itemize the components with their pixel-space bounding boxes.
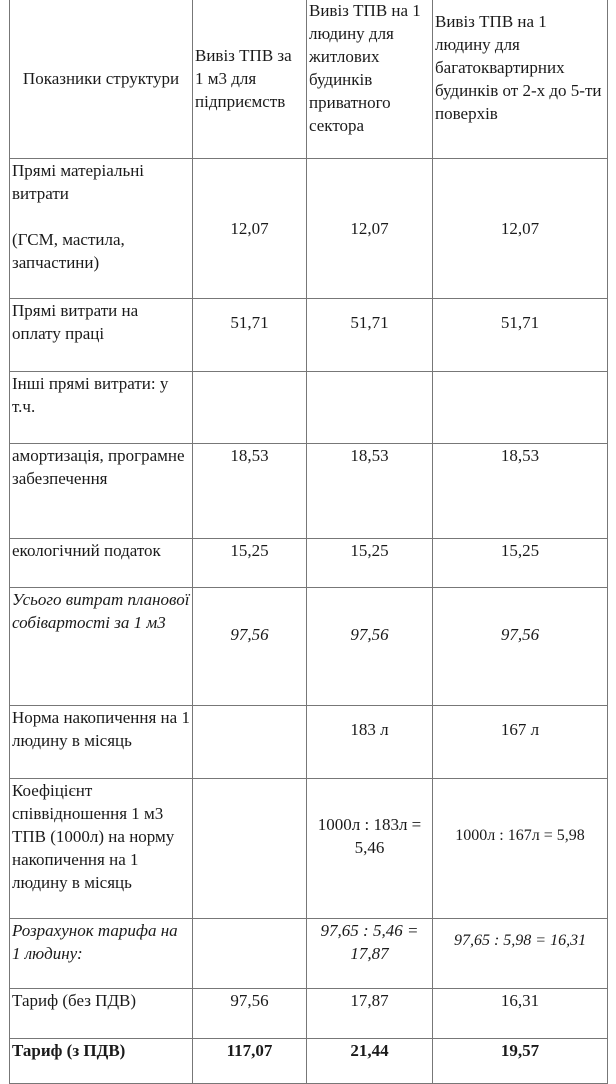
row-sublabel: (ГСМ, мастила, запчастини) xyxy=(12,230,125,272)
header-col-private: Вивіз ТПВ на 1 людину для житлових будинків приватного сектора xyxy=(307,0,433,159)
table-row xyxy=(10,159,608,299)
cell-value: 97,65 : 5,98 = 16,31 xyxy=(433,919,608,989)
header-col-indicators: Показники структури xyxy=(10,0,193,159)
table-row xyxy=(10,372,608,444)
row-label: Розрахунок тарифа на 1 людину: xyxy=(10,919,193,989)
cell-value: 1000л : 167л = 5,98 xyxy=(433,779,608,919)
cell-value: 12,07 xyxy=(433,159,608,299)
header-row xyxy=(10,0,608,159)
table-row xyxy=(10,706,608,779)
row-label: екологічний податок xyxy=(10,539,193,588)
cell-value: 19,57 xyxy=(433,1039,608,1084)
cell-value: 51,71 xyxy=(193,299,307,372)
table-row xyxy=(10,588,608,706)
row-label: амортизація, програмне забезпечення xyxy=(10,444,193,539)
cell-value: 97,56 xyxy=(193,989,307,1039)
table-row xyxy=(10,299,608,372)
row-label: Інші прямі витрати: у т.ч. xyxy=(10,372,193,444)
cell-value: 51,71 xyxy=(307,299,433,372)
row-label: Прямі витрати на оплату праці xyxy=(10,299,193,372)
cell-value: 16,31 xyxy=(433,989,608,1039)
cell-value: 97,56 xyxy=(193,588,307,706)
table-row xyxy=(10,1039,608,1084)
cell-value: 21,44 xyxy=(307,1039,433,1084)
cell-value: 183 л xyxy=(307,706,433,779)
table-row xyxy=(10,919,608,989)
cell-value: 18,53 xyxy=(307,444,433,539)
header-col-apartments: Вивіз ТПВ на 1 людину для багатоквартирних будинків от 2-х до 5-ти поверхів xyxy=(433,0,608,159)
header-col-enterprises: Вивіз ТПВ за 1 м3 для підприємств xyxy=(193,0,307,159)
table-row xyxy=(10,989,608,1039)
row-label: Коефіцієнт співвідношення 1 м3 ТПВ (1000л) на норму накопичення на 1 людину в місяць xyxy=(10,779,193,919)
row-label: Норма накопичення на 1 людину в місяць xyxy=(10,706,193,779)
cell-value: 17,87 xyxy=(307,989,433,1039)
cell-value: 167 л xyxy=(433,706,608,779)
row-label: Тариф (з ПДВ) xyxy=(10,1039,193,1084)
cell-value: 18,53 xyxy=(433,444,608,539)
table-row xyxy=(10,539,608,588)
cell-value: 117,07 xyxy=(193,1039,307,1084)
row-label: Прямі матеріальні витрати xyxy=(12,161,145,203)
cell-value: 15,25 xyxy=(433,539,608,588)
tariff-table xyxy=(9,0,608,1084)
cell-value: 18,53 xyxy=(193,444,307,539)
cell-value: 97,56 xyxy=(307,588,433,706)
cell-value: 97,65 : 5,46 = 17,87 xyxy=(307,919,433,989)
cell-value: 15,25 xyxy=(307,539,433,588)
cell-value: 51,71 xyxy=(433,299,608,372)
cell-value: 15,25 xyxy=(193,539,307,588)
table-row xyxy=(10,444,608,539)
cell-value: 12,07 xyxy=(193,159,307,299)
cell-value: 12,07 xyxy=(307,159,433,299)
row-label: Усього витрат планової собівартості за 1 м3 xyxy=(10,588,193,706)
row-label: Тариф (без ПДВ) xyxy=(10,989,193,1039)
table-row xyxy=(10,779,608,919)
cell-value: 1000л : 183л = 5,46 xyxy=(307,779,433,919)
cell-value: 97,56 xyxy=(433,588,608,706)
